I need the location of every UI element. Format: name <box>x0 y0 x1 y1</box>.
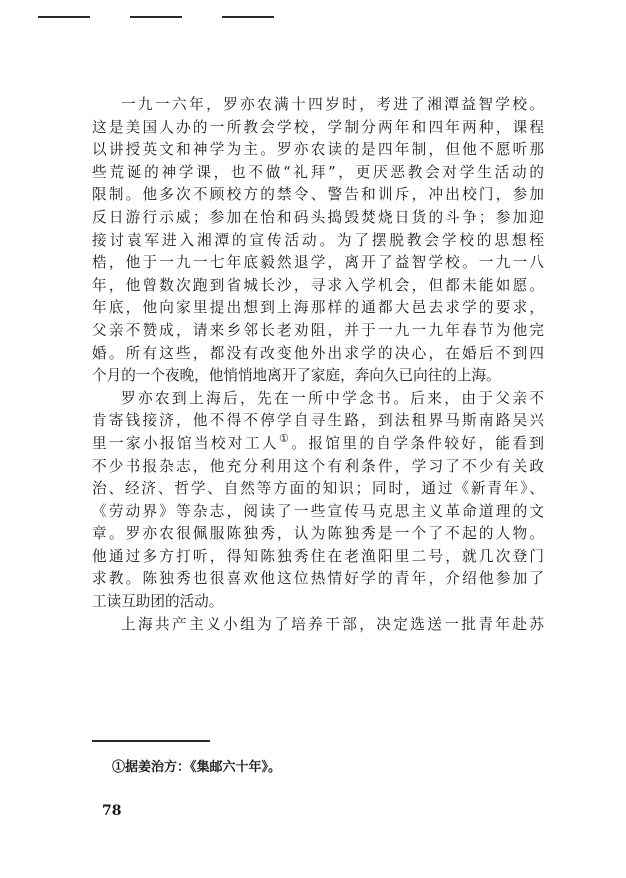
text-line: 些荒诞的神学课，也不做“礼拜”，更厌恶教会对学生活动的 <box>92 163 544 181</box>
text-fragment: 里一家小报馆当校对工人 <box>92 434 280 452</box>
text-line: 一九一六年，罗亦农满十四岁时，考进了湘潭益智学校。 <box>121 96 544 113</box>
footnote-rule <box>92 740 210 742</box>
text-line: 接讨袁军进入湘潭的宣传活动。为了摆脱教会学校的思想桎 <box>92 231 544 249</box>
text-line: 章。罗亦农很佩服陈独秀，认为陈独秀是一个了不起的人物。 <box>92 525 544 543</box>
text-line: 上海共产主义小组为了培养干部，决定选送一批青年赴苏 <box>121 615 544 633</box>
text-line: 求教。陈独秀也很喜欢他这位热情好学的青年，介绍他参加了 <box>92 570 544 588</box>
header-rule-middle <box>130 16 182 18</box>
text-line: 以讲授英文和神学为主。罗亦农读的是四年制，但他不愿听那 <box>92 141 544 159</box>
text-line: 不少书报杂志，他充分利用这个有利条件，学习了不少有关政 <box>92 457 544 475</box>
text-line: 肯寄钱接济，他不得不停学自寻生路，到法租界马斯南路吴兴 <box>92 412 544 430</box>
text-line: 限制。他多次不顾校方的禁令、警告和训斥，冲出校门，参加 <box>92 186 544 204</box>
text-line: 年底，他向家里提出想到上海那样的通都大邑去求学的要求， <box>92 299 544 317</box>
page-number: 78 <box>102 803 122 819</box>
text-line: 他通过多方打听，得知陈独秀住在老渔阳里二号，就几次登门 <box>92 547 544 565</box>
text-line: 父亲不赞成，请来乡邻长老劝阻，并于一九一九年春节为他完 <box>92 321 544 339</box>
header-rule-left <box>38 16 90 18</box>
text-line: 罗亦农到上海后，先在一所中学念书。后来，由于父亲不 <box>121 389 544 407</box>
text-line: 工读互助团的活动。 <box>92 593 224 611</box>
text-fragment: 。报馆里的自学条件较好，能看到 <box>291 434 544 452</box>
text-line: 治、经济、哲学、自然等方面的知识；同时，通过《新青年》、 <box>92 480 544 498</box>
body-text <box>92 94 544 636</box>
text-line: 个月的一个夜晚，他悄悄地离开了家庭，奔向久已向往的上海。 <box>92 367 501 385</box>
footnote: ①据姜治方：《集邮六十年》。 <box>112 760 282 775</box>
text-line: 年，他曾数次跑到省城长沙，寻求入学机会，但都未能如愿。 <box>92 276 544 294</box>
text-line: 婚。所有这些，都没有改变他外出求学的决心，在婚后不到四 <box>92 344 544 362</box>
text-line: 《劳动界》等杂志，阅读了一些宣传马克思主义革命道理的文 <box>92 502 544 520</box>
text-line: 梏，他于一九一七年底毅然退学，离开了益智学校。一九一八 <box>92 254 544 272</box>
text-line-with-footnote <box>92 433 544 456</box>
text-line: 反日游行示威；参加在怡和码头捣毁焚烧日货的斗争；参加迎 <box>92 208 544 226</box>
header-rule-right <box>222 16 274 18</box>
text-line: 这是美国人办的一所教会学校，学制分两年和四年两种，课程 <box>92 118 544 136</box>
footnote-marker[interactable]: ① <box>279 432 292 446</box>
